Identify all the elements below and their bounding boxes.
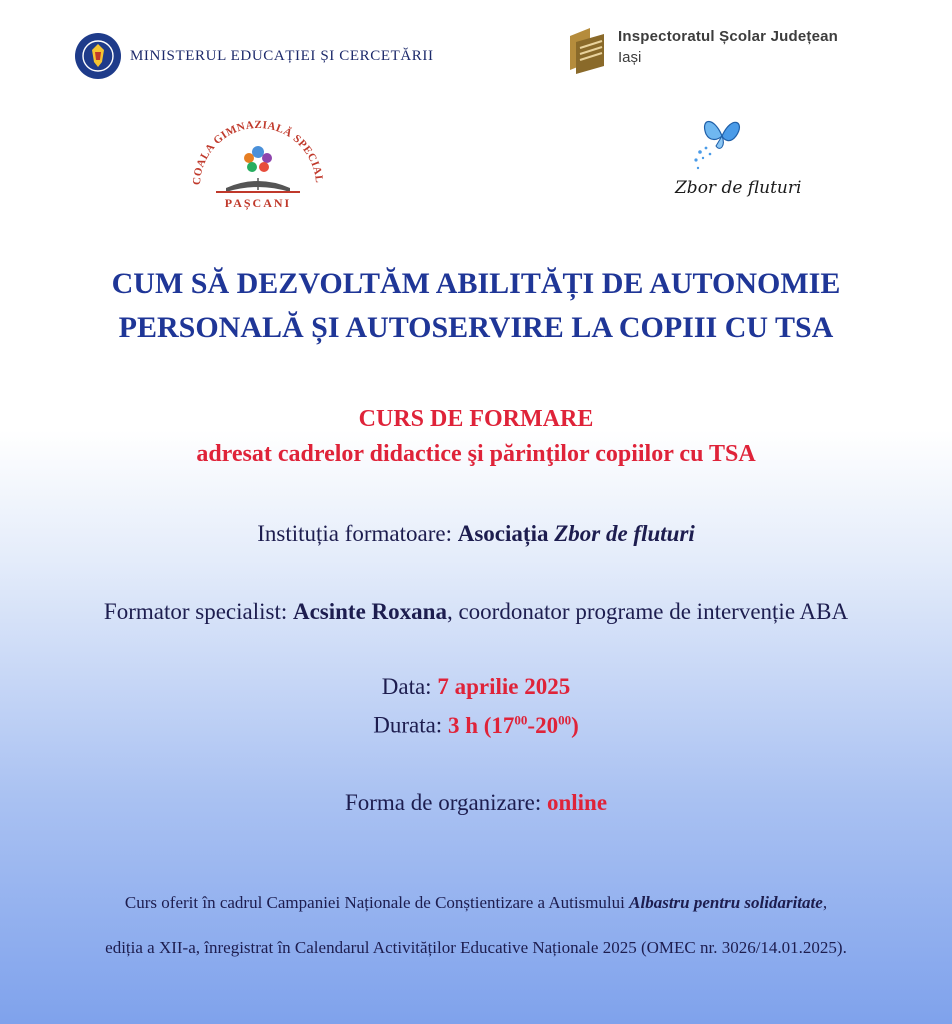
footer-campaign-name: Albastru pentru solidaritate [629, 893, 823, 912]
duration-end-sup: 00 [558, 712, 572, 727]
ministry-name: MINISTERUL EDUCAȚIEI ȘI CERCETĂRII [130, 47, 434, 64]
date-value: 7 aprilie 2025 [437, 674, 571, 699]
ministry-logo [74, 32, 434, 80]
duration-start-sup: 00 [514, 712, 528, 727]
book-emblem-icon [566, 26, 608, 80]
duration-label: Durata: [373, 712, 448, 738]
course-heading [40, 402, 912, 472]
date-label: Data: [381, 674, 438, 699]
institution-line [0, 521, 952, 547]
trainer-name: Acsinte Roxana [292, 599, 447, 624]
school-logo [186, 112, 330, 214]
duration-line [0, 712, 952, 739]
footer-comma: , [822, 893, 828, 912]
duration-dash: -20 [527, 712, 559, 738]
butterfly-icon [692, 112, 748, 174]
footer-campaign-text: Curs oferit în cadrul Campaniei Naționale de Conștientizare a Autismului [124, 893, 630, 912]
institution-name: Asociația [457, 521, 555, 546]
isj-city: Iași [618, 49, 642, 66]
date-line [0, 674, 952, 700]
format-value: online [546, 790, 608, 815]
trainer-line [0, 599, 952, 625]
duration-close: ) [571, 712, 579, 738]
page-title [40, 262, 912, 350]
format-line [0, 790, 952, 816]
course-audience: adresat cadrelor didactice şi părinţilor copiilor cu TSA [196, 441, 756, 467]
isj-name: Inspectoratul Școlar Județean [618, 28, 839, 45]
trainer-label: Formator specialist: [103, 599, 293, 624]
course-type: CURS DE FORMARE [358, 406, 594, 432]
trainer-role: , coordonator programe de intervenție ABA [446, 599, 849, 624]
institution-name-italic: Zbor de fluturi [554, 521, 695, 546]
zbor-logo-text: Zbor de fluturi [675, 178, 802, 198]
school-logo-arc-text: COALA GIMNAZIALĂ SPECIAL [190, 118, 326, 186]
isj-logo [566, 26, 838, 80]
duration-value [448, 713, 579, 738]
institution-label: Instituția formatoare: [257, 521, 458, 546]
footer-line-1 [20, 893, 932, 913]
title-line-2: PERSONALĂ ȘI AUTOSERVIRE LA COPIII CU TSA [118, 311, 834, 344]
format-label: Forma de organizare: [344, 790, 547, 815]
government-seal-icon [74, 32, 122, 80]
title-line-1: CUM SĂ DEZVOLTĂM ABILITĂȚI DE AUTONOMIE [111, 267, 841, 300]
school-town: PAȘCANI [224, 196, 292, 210]
footer-line-2: ediția a XII-a, înregistrat în Calendarul Activităților Educative Naționale 2025 (OMEC nr. 3026/14.01.2025). [105, 938, 847, 957]
duration-main: 3 h (17 [447, 712, 515, 738]
